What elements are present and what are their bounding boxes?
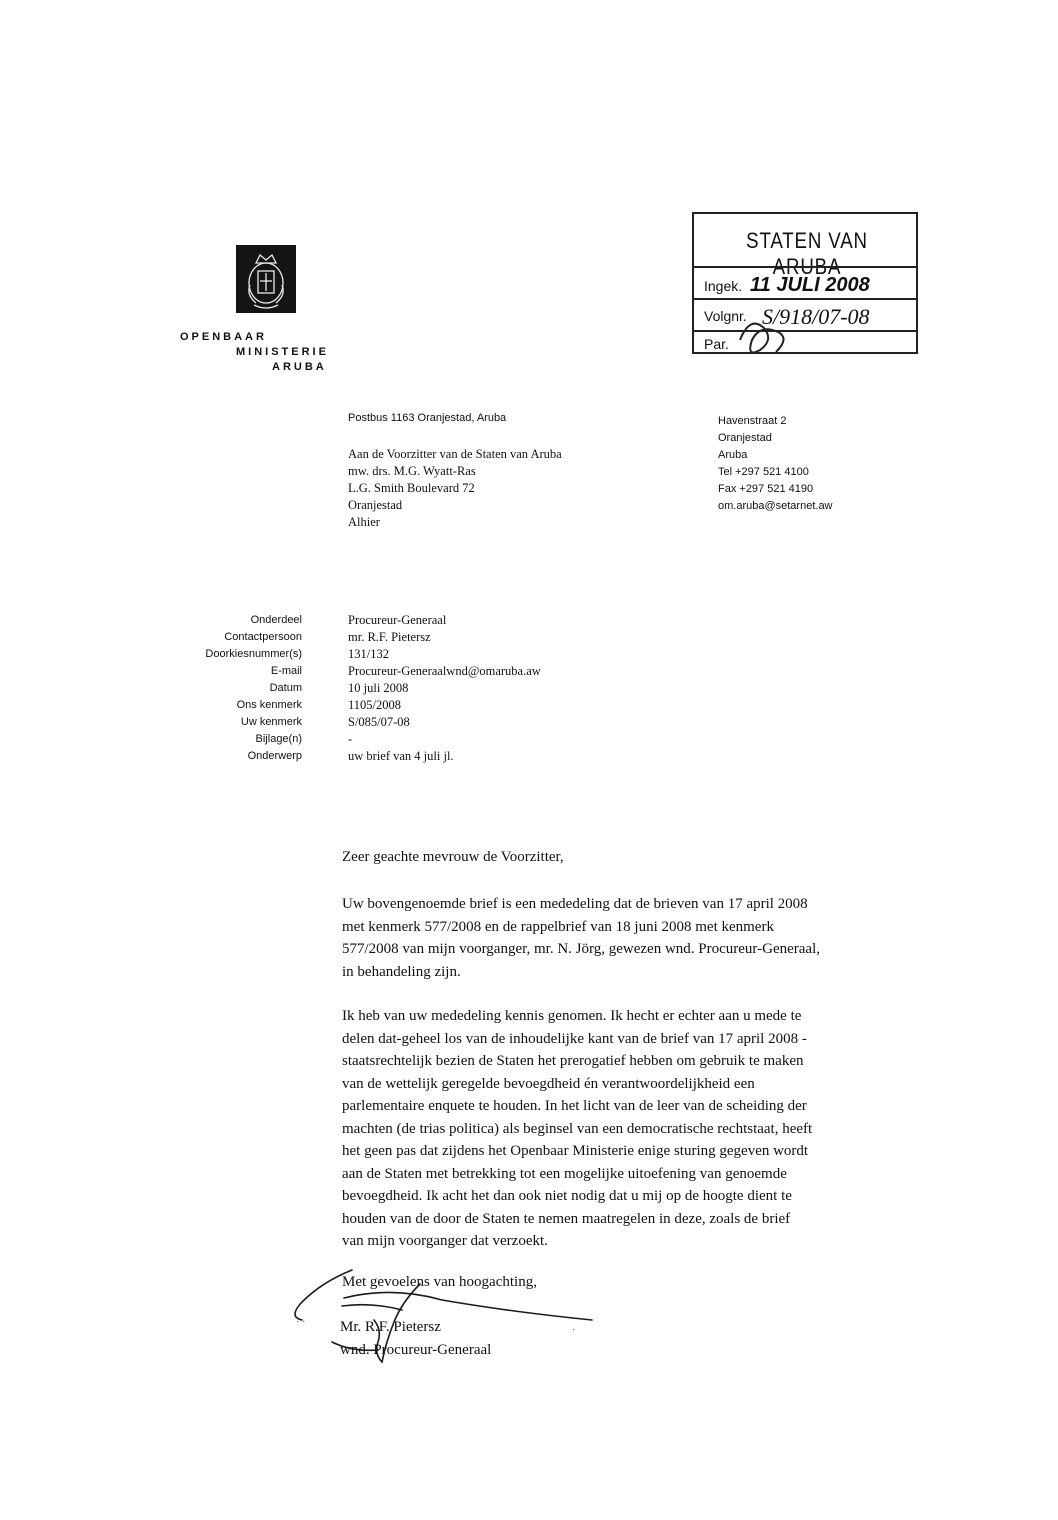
sender-address-line: Oranjestad (718, 432, 772, 444)
paragraph-line: bevoegdheid. Ik acht het dan ook niet nodig dat u mij op de hoogte dient te (342, 1188, 792, 1204)
signatory-name: Mr. R.F. Pietersz (340, 1319, 441, 1335)
paragraph-line: aan de Staten met betrekking tot een mogelijke uitoefening van genoemde (342, 1165, 787, 1182)
paragraph-line: houden van de door de Staten te nemen maatregelen in deze, zoals de brief (342, 1210, 791, 1227)
recipient-line: mw. drs. M.G. Wyatt-Ras (348, 464, 476, 478)
reference-value: 10 juli 2008 (348, 681, 409, 695)
stamp-folder-label: Par. (704, 336, 729, 352)
sender-address-line: om.aruba@setarnet.aw (718, 500, 833, 512)
ministry-logo (236, 245, 296, 313)
reference-value: 1105/2008 (348, 698, 402, 712)
sender-address (718, 413, 833, 515)
stamp-serial-label: Volgnr. (704, 308, 747, 324)
reference-label: Contactpersoon (224, 631, 302, 643)
paragraph-line: Uw bovengenoemde brief is een mededeling dat de brieven van 17 april 2008 (342, 896, 808, 912)
closing: Met gevoelens van hoogachting, (342, 1274, 537, 1290)
reference-row (200, 680, 541, 697)
reference-value: Procureur-Generaal (348, 613, 447, 627)
svg-text:· ·: · · (296, 1316, 306, 1327)
paragraph-line: 577/2008 van mijn voorganger, mr. N. Jörg, gewezen wnd. Procureur-Generaal, (342, 941, 821, 957)
stamp-received-date: 11 JULI 2008 (750, 274, 870, 296)
signatory-title: wnd. Procureur-Generaal (340, 1342, 492, 1358)
recipient-address (348, 446, 562, 531)
reference-row (200, 629, 541, 646)
recipient-line: Alhier (348, 515, 380, 529)
paragraph-line: met kenmerk 577/2008 en de rappelbrief van 18 juni 2008 met kenmerk (342, 918, 774, 935)
paragraph-line: van de wettelijk geregelde bevoegdheid én verantwoordelijkheid een (342, 1075, 755, 1092)
salutation: Zeer geachte mevrouw de Voorzitter, (342, 849, 564, 865)
reference-label: Datum (269, 682, 302, 694)
organization-line-3: ARUBA (272, 361, 327, 373)
reference-label: Bijlage(n) (255, 733, 302, 745)
reference-label: Onderwerp (247, 750, 302, 762)
svg-text:·: · (572, 1324, 576, 1335)
paragraph-line: parlementaire enquete te houden. In het licht van de leer van de scheiding der (342, 1098, 807, 1114)
recipient-line: Oranjestad (348, 498, 403, 512)
stamp-divider (694, 266, 916, 268)
paragraph-1 (342, 893, 942, 983)
reference-label: Doorkiesnummer(s) (205, 648, 302, 660)
sender-postal-address: Postbus 1163 Oranjestad, Aruba (348, 412, 507, 424)
stamp-serial-value: S/918/07-08 (762, 304, 870, 329)
organization-line-1: OPENBAAR (180, 331, 267, 343)
reference-value: - (348, 732, 353, 746)
sender-address-line: Havenstraat 2 (718, 415, 787, 427)
sender-address-line: Fax +297 521 4190 (718, 483, 814, 495)
reference-label: Uw kenmerk (240, 716, 302, 728)
paragraph-line: het geen pas dat zijdens het Openbaar Ministerie enige sturing gegeven wordt (342, 1143, 809, 1159)
paragraph-line: Ik heb van uw mededeling kennis genomen. Ik hecht er echter aan u mede te (342, 1008, 802, 1024)
recipient-line: L.G. Smith Boulevard 72 (348, 481, 475, 495)
reference-row (200, 663, 541, 680)
reference-row (200, 612, 541, 629)
reference-value: 131/132 (348, 647, 389, 661)
organization-line-2: MINISTERIE (236, 346, 329, 358)
sender-address-line: Tel +297 521 4100 (718, 466, 809, 478)
stamp-received-label: Ingek. (704, 278, 743, 294)
organization-name (180, 330, 340, 375)
reference-value: mr. R.F. Pietersz (348, 630, 431, 644)
paragraph-line: staatsrechtelijk bezien de Staten het prerogatief hebben om gebruik te maken (342, 1053, 804, 1069)
reference-row (200, 714, 541, 731)
reference-label: E-mail (270, 665, 302, 677)
reference-value: Procureur-Generaalwnd@omaruba.aw (348, 664, 541, 678)
reference-value: S/085/07-08 (348, 715, 410, 729)
received-stamp (692, 212, 918, 354)
reference-label: Ons kenmerk (236, 699, 302, 711)
reference-label: Onderdeel (250, 614, 302, 626)
reference-row (200, 731, 541, 748)
paragraph-line: van mijn voorganger dat verzoekt. (342, 1233, 548, 1249)
reference-row (200, 697, 541, 714)
paragraph-line: in behandeling zijn. (342, 963, 461, 980)
sender-address-line: Aruba (718, 449, 748, 461)
stamp-divider (694, 330, 916, 332)
reference-table (200, 612, 541, 765)
paragraph-line: machten (de trias politica) als beginsel van een democratische rechtstaat, heeft (342, 1120, 813, 1137)
reference-row (200, 646, 541, 663)
recipient-line: Aan de Voorzitter van de Staten van Aruba (348, 447, 562, 461)
stamp-title: STATEN VAN ARUBA (746, 228, 868, 279)
paragraph-line: delen dat-geheel los van de inhoudelijke kant van de brief van 17 april 2008 - (342, 1030, 807, 1047)
reference-row (200, 748, 541, 765)
stamp-initials-icon (730, 310, 800, 362)
stamp-divider (694, 298, 916, 300)
reference-value: uw brief van 4 juli jl. (348, 749, 454, 763)
paragraph-2 (342, 1005, 942, 1253)
crest-icon (236, 245, 296, 313)
